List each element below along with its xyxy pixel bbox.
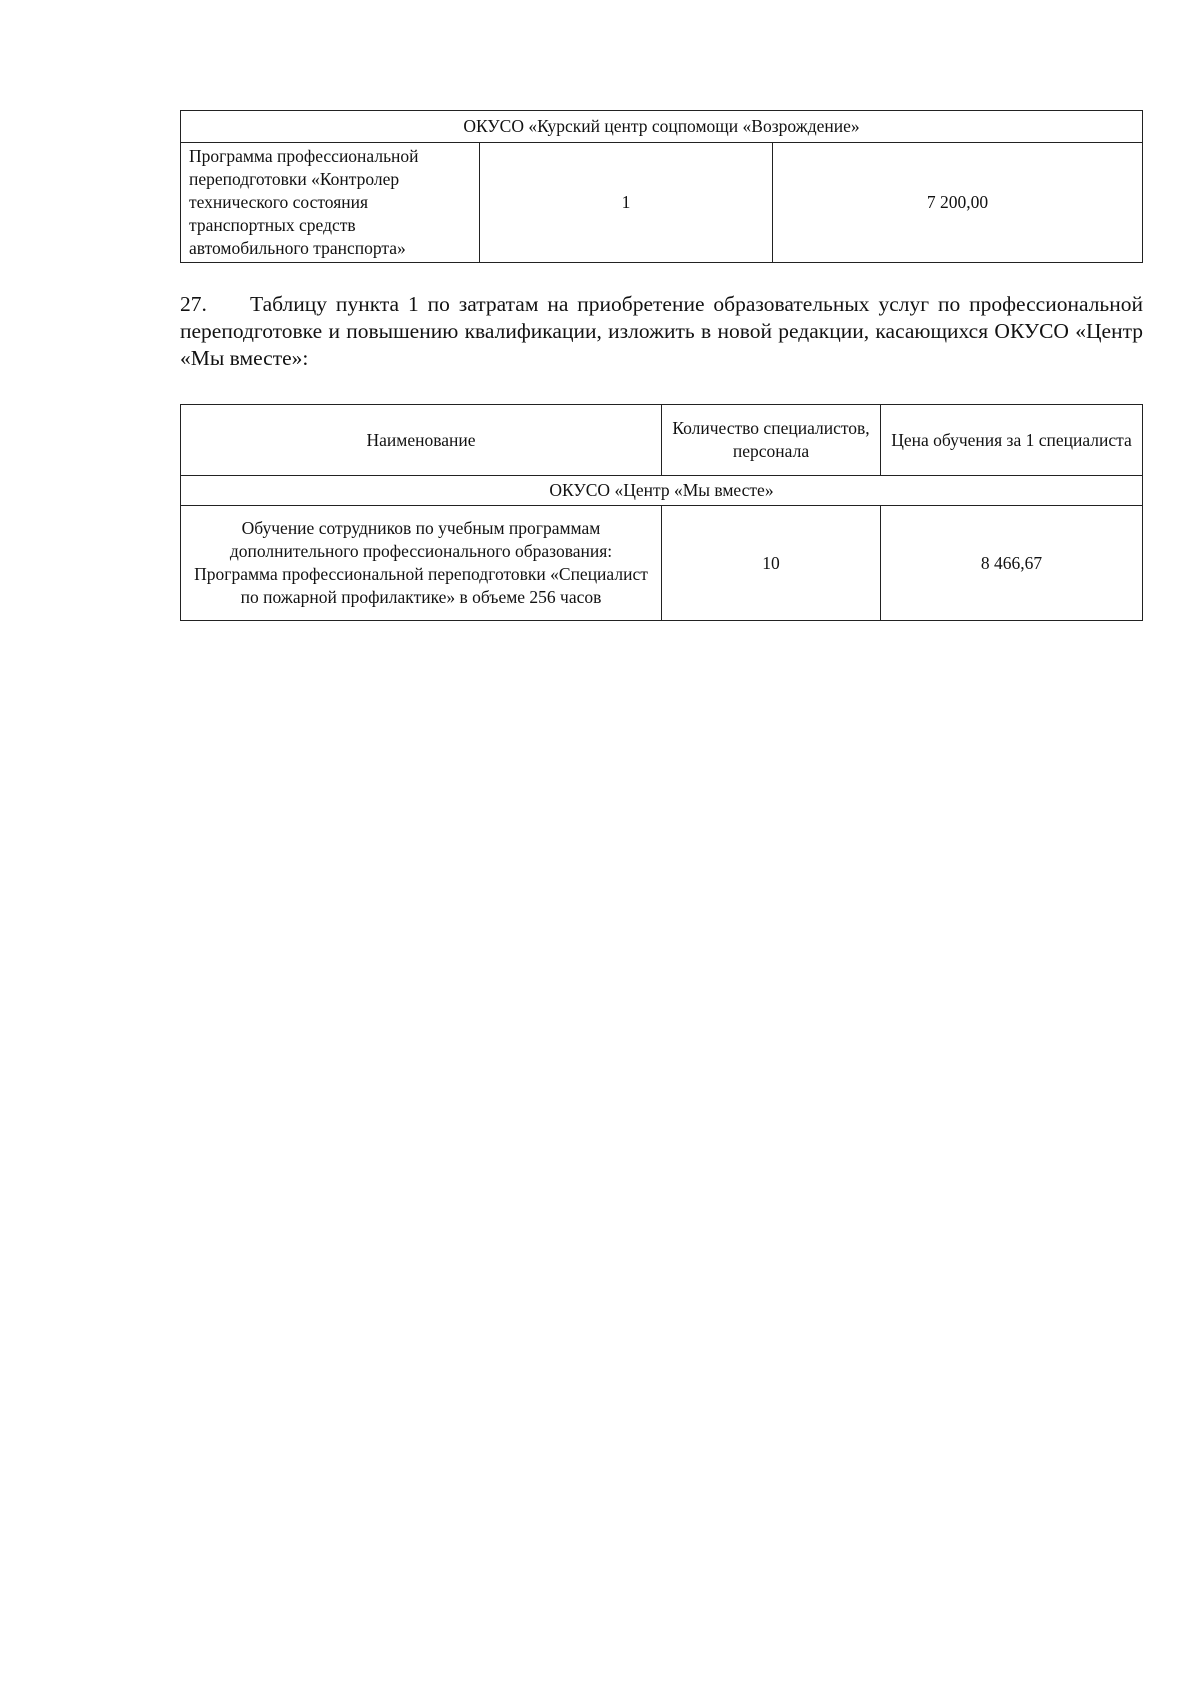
table-header-row xyxy=(181,405,1143,476)
organization-name: ОКУСО «Центр «Мы вместе» xyxy=(181,476,1143,506)
program-name: Программа профессиональной переподготовки «Контролер технического состояния транспортных средств автомобильного транспорта» xyxy=(181,143,480,263)
specialist-count: 1 xyxy=(480,143,773,263)
header-price: Цена обучения за 1 специалиста xyxy=(881,405,1143,476)
training-cost-table-my-vmeste xyxy=(180,404,1143,621)
table-group-row xyxy=(181,111,1143,143)
specialist-count: 10 xyxy=(662,506,881,621)
price-per-specialist: 7 200,00 xyxy=(773,143,1143,263)
table-row xyxy=(181,506,1143,621)
paragraph-27 xyxy=(180,291,1143,372)
header-name: Наименование xyxy=(181,405,662,476)
header-count: Количество специалистов, персонала xyxy=(662,405,881,476)
organization-name: ОКУСО «Курский центр соцпомощи «Возрождение» xyxy=(181,111,1143,143)
table-row xyxy=(181,143,1143,263)
training-cost-table-vozrozhdenie xyxy=(180,110,1143,263)
price-per-specialist: 8 466,67 xyxy=(881,506,1143,621)
program-name: Обучение сотрудников по учебным программам дополнительного профессионального образования: Программа профессиональной переподготовки «Специалист по пожарной профилактике» в объеме 256 часов xyxy=(181,506,662,621)
paragraph-number: 27. xyxy=(180,292,207,316)
paragraph-text: Таблицу пункта 1 по затратам на приобретение образовательных услуг по профессиональной переподготовке и повышению квалификации, изложить в новой редакции, касающихся ОКУСО «Центр «Мы вместе»: xyxy=(180,292,1143,370)
table-group-row xyxy=(181,476,1143,506)
